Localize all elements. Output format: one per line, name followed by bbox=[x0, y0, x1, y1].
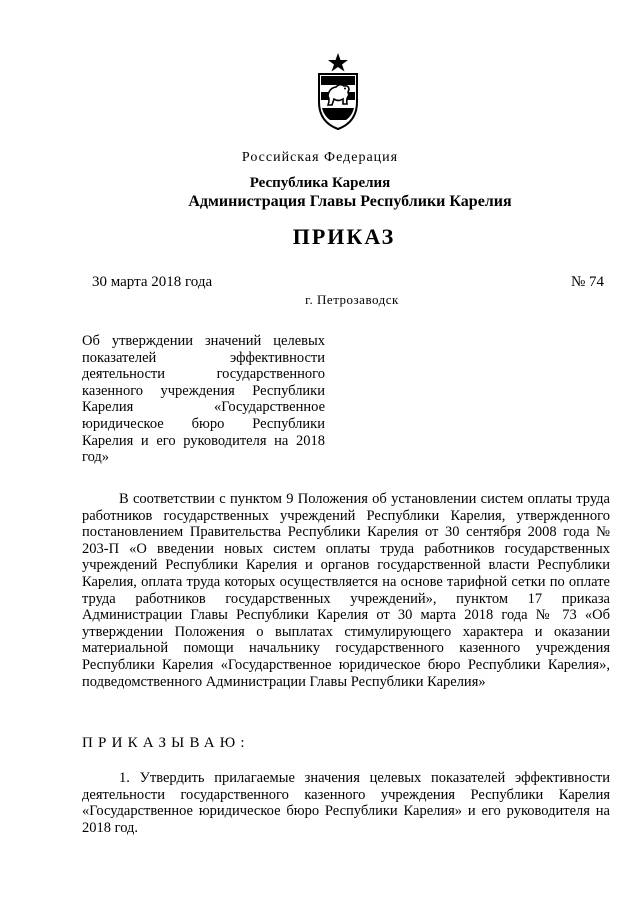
order-keyword: ПРИКАЗЫВАЮ: bbox=[82, 735, 250, 751]
coat-of-arms-icon bbox=[316, 52, 360, 130]
republic-name: Республика Карелия bbox=[249, 175, 391, 191]
document-date: 30 марта 2018 года bbox=[92, 274, 213, 290]
administration-name: Администрация Главы Республики Карелия bbox=[188, 193, 512, 210]
country-name: Российская Федерация bbox=[241, 150, 399, 165]
document-type-title: ПРИКАЗ bbox=[292, 224, 396, 249]
preamble-paragraph: В соответствии с пунктом 9 Положения об установлении систем оплаты труда работников государственных учреждений Республики Карелия, утвержденного постановлением Правительства Республики Карелия от 30 сентября 2008 года № 203-П «О введении новых систем оплаты труда работников государственных учреждений Республики Карелия и органов государственной власти Республики Карелия, оплата труда которых осуществляется на основе тарифной сетки по оплате труда работников государственных учреждений», пунктом 17 приказа Администрации Главы Республики Карелия от 30 марта 2018 года № 73 «Об утверждении Положения о выплатах стимулирующего характера и оказании материальной помощи начальнику государственного казенного учреждения Республики Карелия «Государственное юридическое бюро Республики Карелия», подведомственного Администрации Главы Республики Карелия» bbox=[82, 491, 610, 690]
document-city: г. Петрозаводск bbox=[305, 292, 399, 307]
document-number: № 74 bbox=[570, 274, 604, 290]
order-item-1: 1. Утвердить прилагаемые значения целевых показателей эффективности деятельности государственного казенного учреждения Республики Карелия «Государственное юридическое бюро Республики Карелия» и его руководителя на 2018 год. bbox=[82, 770, 610, 836]
document-subject: Об утверждении значений целевых показателей эффективности деятельности государственного казенного учреждения Республики Карелия «Государственное юридическое бюро Республики Карелия и его руководителя на 2018 год» bbox=[82, 333, 325, 466]
